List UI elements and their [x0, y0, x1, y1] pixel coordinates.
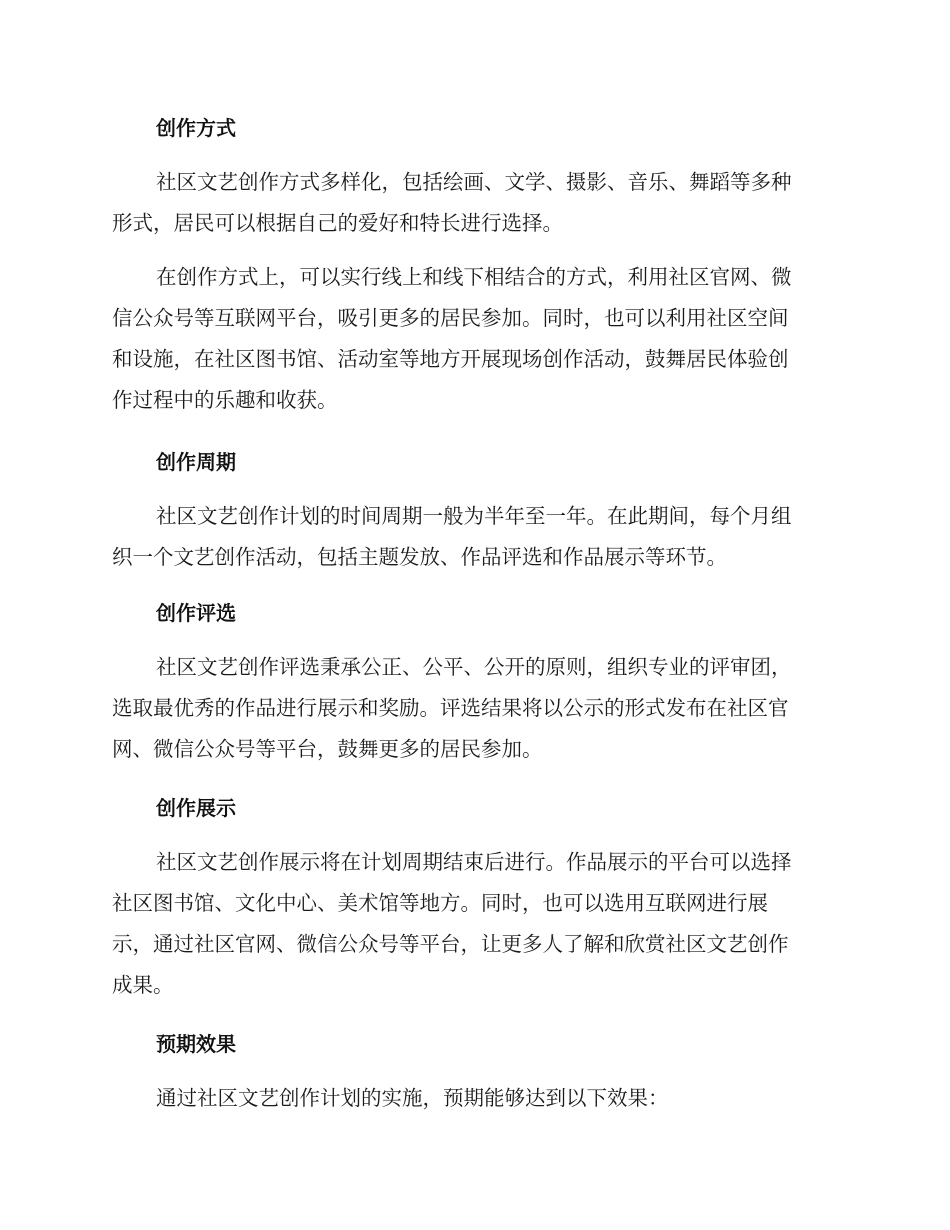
paragraph — [112, 257, 832, 421]
section-heading: 创作展示 — [156, 796, 236, 820]
paragraph-line: 作过程中的乐趣和收获。 — [112, 388, 338, 412]
section-heading: 创作评选 — [156, 601, 236, 625]
paragraph-line: 示，通过社区官网、微信公众号等平台，让更多人了解和欣赏社区文艺创作 — [112, 932, 789, 956]
paragraph-line: 社区文艺创作评选秉承公正、公平、公开的原则，组织专业的评审团， — [156, 655, 792, 679]
paragraph-line: 形式，居民可以根据自己的爱好和特长进行选择。 — [112, 211, 563, 235]
paragraph-line: 织一个文艺创作活动，包括主题发放、作品评选和作品展示等环节。 — [112, 545, 727, 569]
section-heading: 创作方式 — [156, 116, 236, 140]
paragraph-line: 通过社区文艺创作计划的实施，预期能够达到以下效果： — [156, 1086, 669, 1110]
paragraph — [112, 496, 832, 578]
paragraph-line: 信公众号等互联网平台，吸引更多的居民参加。同时，也可以利用社区空间 — [112, 306, 789, 330]
paragraph-line: 社区图书馆、文化中心、美术馆等地方。同时，也可以选用互联网进行展 — [112, 891, 768, 915]
paragraph — [112, 1078, 832, 1119]
paragraph — [112, 162, 832, 244]
section-heading: 创作周期 — [156, 450, 236, 474]
paragraph-line: 网、微信公众号等平台，鼓舞更多的居民参加。 — [112, 737, 543, 761]
paragraph-line: 社区文艺创作方式多样化，包括绘画、文学、摄影、音乐、舞蹈等多种 — [156, 170, 792, 194]
paragraph-line: 选取最优秀的作品进行展示和奖励。评选结果将以公示的形式发布在社区官 — [112, 696, 789, 720]
paragraph-line: 和设施，在社区图书馆、活动室等地方开展现场创作活动，鼓舞居民体验创 — [112, 347, 789, 371]
paragraph — [112, 842, 832, 1006]
paragraph-line: 成果。 — [112, 973, 174, 997]
paragraph-line: 社区文艺创作展示将在计划周期结束后进行。作品展示的平台可以选择 — [156, 850, 792, 874]
paragraph-line: 社区文艺创作计划的时间周期一般为半年至一年。在此期间，每个月组 — [156, 504, 792, 528]
paragraph-line: 在创作方式上，可以实行线上和线下相结合的方式，利用社区官网、微 — [156, 265, 792, 289]
paragraph — [112, 647, 832, 770]
section-heading: 预期效果 — [156, 1032, 236, 1056]
